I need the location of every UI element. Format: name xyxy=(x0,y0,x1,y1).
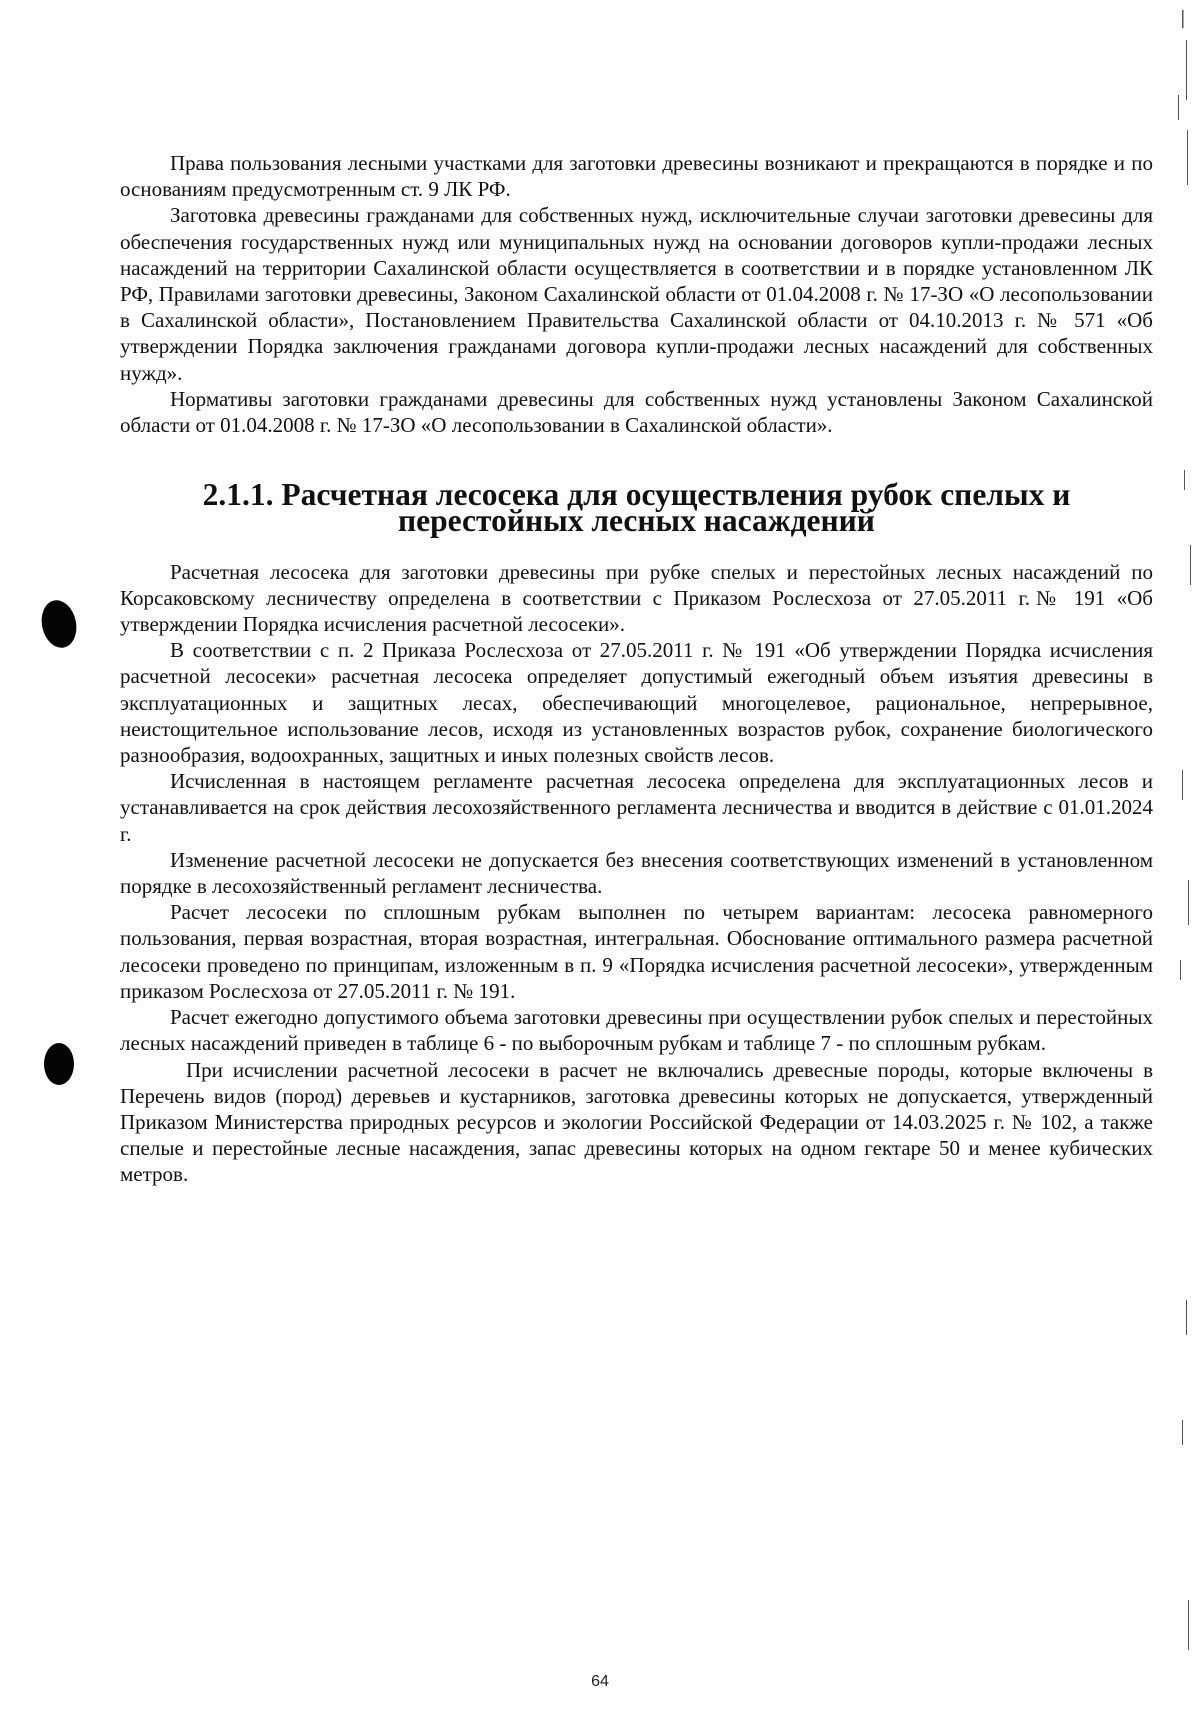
section-heading: 2.1.1. Расчетная лесосека для осуществления рубок спелых и перестойных лесных насаждений xyxy=(202,477,1071,539)
paragraph: Расчет лесосеки по сплошным рубкам выполнен по четырем вариантам: лесосека равномерного пользования, первая возрастная, вторая возрастная, интегральная. Обоснование оптимального размера расчетной лесосеки проведено по принципам, изложенным в п. 9 «Порядка исчисления расчетной лесосеки», утвержденным приказом Рослесхоза от 27.05.2011 г. № 191. xyxy=(120,900,1153,1003)
paragraph: Расчет ежегодно допустимого объема заготовки древесины при осуществлении рубок спелых и перестойных лесных насаждений приведен в таблице 6 - по выборочным рубкам и таблице 7 - по сплошным рубкам. xyxy=(120,1005,1153,1056)
paragraph: В соответствии с п. 2 Приказа Рослесхоза от 27.05.2011 г. № 191 «Об утверждении Порядка исчисления расчетной лесосеки» расчетная лесосека определяет допустимый ежегодный объем изъятия древесины в эксплуатационных и защитных лесах, обеспечивающий многоцелевое, рациональное, непрерывное, неистощительное использование лесов, исходя из установленных возрастов рубок, сохранение биологического разнообразия, водоохранных, защитных и иных полезных свойств лесов. xyxy=(120,638,1153,768)
scan-edge-noise xyxy=(1160,0,1200,1713)
paragraph: Исчисленная в настоящем регламенте расчетная лесосека определена для эксплуатационных лесов и устанавливается на срок действия лесохозяйственного регламента лесничества и вводится в действие с 01.01.2024 г. xyxy=(120,769,1153,846)
paragraph: Расчетная лесосека для заготовки древесины при рубке спелых и перестойных лесных насаждений по Корсаковскому лесничеству определена в соответствии с Приказом Рослесхоза от 27.05.2011 г.№ 191 «Об утверждении Порядка исчисления расчетной лесосеки». xyxy=(120,559,1153,637)
paragraph: Нормативы заготовки гражданами древесины для собственных нужд установлены Законом Сахалинской области от 01.04.2008 г. № 17-ЗО «О лесопользовании в Сахалинской области». xyxy=(120,386,1153,438)
document-body xyxy=(120,150,1153,1188)
paragraph: При исчислении расчетной лесосеки в расчет не включались древесные породы, которые включены в Перечень видов (пород) деревьев и кустарников, заготовка древесины которых не допускается, утвержденный Приказом Министерства природных ресурсов и экологии Российской Федерации от 14.03.2025 г. № 102, а также спелые и перестойные лесные насаждения, запас древесины которых на одном гектаре 50 и менее кубических метров. xyxy=(120,1057,1153,1187)
paragraph: Права пользования лесными участками для заготовки древесины возникают и прекращаются в порядке и по основаниям предусмотренным ст. 9 ЛК РФ. xyxy=(120,151,1153,202)
page-number: 64 xyxy=(591,1673,609,1690)
paragraph: Изменение расчетной лесосеки не допускается без внесения соответствующих изменений в установленном порядке в лесохозяйственный регламент лесничества. xyxy=(120,847,1153,899)
punch-hole-mark xyxy=(37,597,80,651)
punch-hole-mark xyxy=(44,1043,74,1085)
paragraph: Заготовка древесины гражданами для собственных нужд, исключительные случаи заготовки древесины для обеспечения государственных нужд или муниципальных нужд на основании договоров купли-продажи лесных насаждений на территории Сахалинской области осуществляется в соответствии и в порядке установленном ЛК РФ, Правилами заготовки древесины, Законом Сахалинской области от 01.04.2008 г. № 17-ЗО «О лесопользовании в Сахалинской области», Постановлением Правительства Сахалинской области от 04.10.2013 г. № 571 «Об утверждении Порядка заключения гражданами договора купли-продажи лесных насаждений для собственных нужд». xyxy=(120,203,1153,385)
